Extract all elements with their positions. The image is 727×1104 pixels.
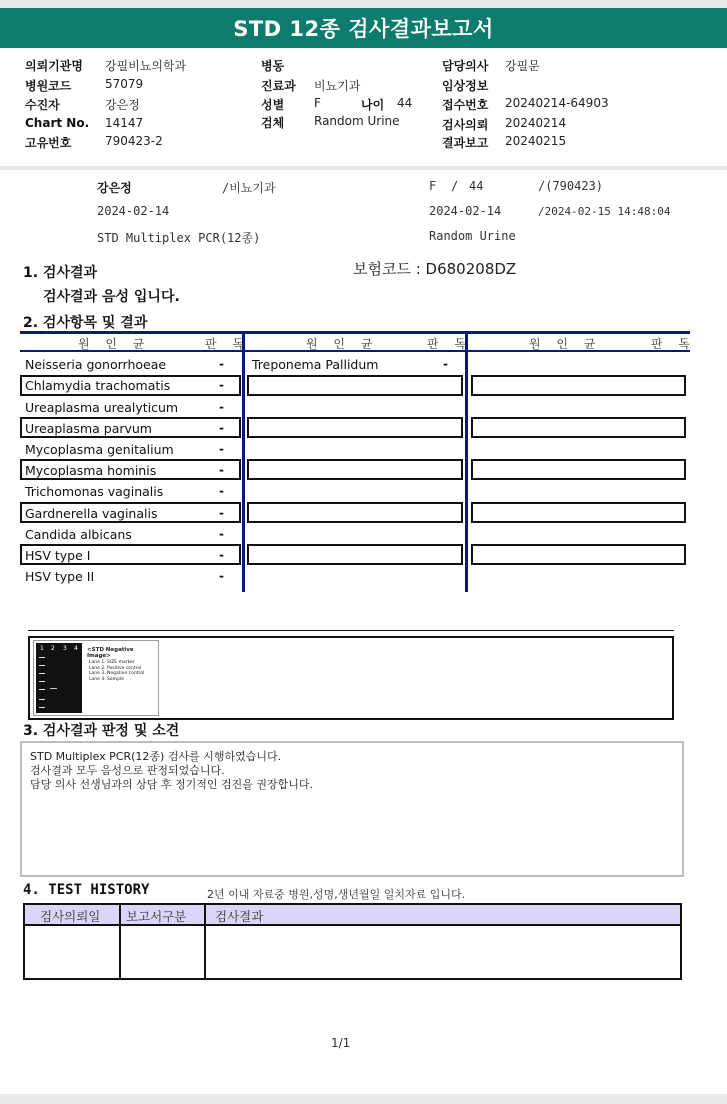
gel-image xyxy=(33,640,159,716)
th-organism-1: 원 인 균 xyxy=(78,337,151,351)
th-result-1: 판 독 xyxy=(205,337,250,351)
history-col-result: 검사결과 xyxy=(215,909,264,924)
th-result-3: 판 독 xyxy=(651,337,696,351)
section2-title: 2. 검사항목 및 결과 xyxy=(23,315,148,331)
organism-name: Gardnerella vaginalis xyxy=(25,506,158,521)
organism-result: - xyxy=(219,378,224,392)
label-patient: 수진자 xyxy=(25,98,60,112)
summary-test-name: STD Multiplex PCR(12종) xyxy=(97,231,261,245)
organism-name: Neisseria gonorrhoeae xyxy=(25,357,167,372)
organism-name: Chlamydia trachomatis xyxy=(25,378,171,393)
history-table xyxy=(23,903,682,980)
label-chart-no: Chart No. xyxy=(25,116,90,130)
summary-dept: /비뇨기과 xyxy=(222,181,276,195)
label-hospital-code: 병원코드 xyxy=(25,79,72,93)
th-organism-2: 원 인 균 xyxy=(306,337,379,351)
section3-title: 3. 검사결과 판정 및 소견 xyxy=(23,723,180,739)
label-specimen: 검체 xyxy=(261,116,285,130)
gel-band xyxy=(39,665,45,666)
gel-band xyxy=(39,707,45,708)
organism-result: - xyxy=(219,357,224,371)
gel-band xyxy=(39,673,45,674)
organism-result: - xyxy=(219,421,224,435)
organism-name: HSV type I xyxy=(25,548,91,563)
organism-result: - xyxy=(443,357,448,371)
label-sex: 성별 xyxy=(261,98,285,112)
row-box xyxy=(247,375,463,396)
page-number: 1/1 xyxy=(331,1036,351,1050)
lane-number: 4 xyxy=(74,645,78,652)
label-ward: 병동 xyxy=(261,59,285,73)
label-requesting-institution: 의뢰기관명 xyxy=(25,59,83,73)
organism-name: Trichomonas vaginalis xyxy=(25,484,164,499)
summary-specimen: Random Urine xyxy=(429,229,516,243)
th-result-2: 판 독 xyxy=(427,337,472,351)
gel-legend-item: Lane 1. SIZE marker xyxy=(89,660,135,665)
label-receipt-number: 접수번호 xyxy=(442,98,489,112)
lane-number: 2 xyxy=(51,645,55,652)
lane-number: 1 xyxy=(40,645,44,652)
organism-name: Candida albicans xyxy=(25,527,132,542)
th-organism-3: 원 인 균 xyxy=(529,337,602,351)
row-box xyxy=(247,417,463,438)
organism-name: Treponema Pallidum xyxy=(252,357,379,372)
organism-name: HSV type II xyxy=(25,569,95,584)
top-margin xyxy=(0,0,727,8)
summary-slash: / xyxy=(451,179,459,193)
gel-legend-item: Lane 3. Negative control xyxy=(89,671,145,676)
history-col-request-date: 검사의뢰일 xyxy=(40,909,101,924)
gel-legend-item: Lane 4. Sample xyxy=(89,676,124,682)
history-col-report-type: 보고서구분 xyxy=(126,909,187,924)
label-doctor: 담당의사 xyxy=(442,59,489,73)
value-department: 비뇨기과 xyxy=(314,79,361,93)
lane-number: 3 xyxy=(63,645,67,652)
value-specimen: Random Urine xyxy=(314,114,400,128)
history-note: 2년 이내 자료중 병원,성명,생년월일 일치자료 입니다. xyxy=(207,888,466,901)
remark-line: 검사결과 모두 음성으로 판정되었습니다. xyxy=(30,764,225,777)
summary-id: /(790423) xyxy=(538,179,604,193)
history-header-row xyxy=(25,905,680,926)
organism-result: - xyxy=(219,548,224,562)
label-unique-number: 고유번호 xyxy=(25,136,72,150)
row-box xyxy=(471,502,686,523)
label-result-report: 결과보고 xyxy=(442,136,489,150)
report-header xyxy=(0,48,727,167)
gel-top-rule xyxy=(28,630,674,631)
gel-caption: <STD Negative Image> xyxy=(87,647,134,659)
summary-date-receipt: 2024-02-14 xyxy=(429,204,502,218)
value-doctor: 강필문 xyxy=(505,59,540,73)
row-box xyxy=(471,375,686,396)
organism-result: - xyxy=(219,506,224,520)
value-chart-no: 14147 xyxy=(105,116,144,130)
bottom-margin xyxy=(0,1094,727,1104)
value-requesting-institution: 강필비뇨의학과 xyxy=(105,59,187,73)
value-result-report: 20240215 xyxy=(505,134,567,148)
row-box xyxy=(471,417,686,438)
remark-line: STD Multiplex PCR(12종) 검사를 시행하였습니다. xyxy=(30,750,282,763)
organism-name: Mycoplasma hominis xyxy=(25,463,157,478)
gel-band xyxy=(39,681,45,682)
row-box xyxy=(247,502,463,523)
section1-title: 1. 검사결과 xyxy=(23,265,98,281)
organism-result: - xyxy=(219,463,224,477)
history-divider xyxy=(119,905,121,978)
value-patient: 강은정 xyxy=(105,98,140,112)
organism-result: - xyxy=(219,400,224,414)
remark-line: 담당 의사 선생님과의 상담 후 정기적인 검진을 권장합니다. xyxy=(30,778,313,791)
organism-result: - xyxy=(219,484,224,498)
table-divider-2 xyxy=(465,331,468,592)
organism-name: Mycoplasma genitalium xyxy=(25,442,174,457)
report-title: STD 12종 검사결과보고서 xyxy=(0,8,727,48)
insurance-code: 보험코드 : D680208DZ xyxy=(353,260,517,278)
history-divider xyxy=(204,905,206,978)
value-receipt-number: 20240214-64903 xyxy=(505,96,609,110)
value-hospital-code: 57079 xyxy=(105,77,144,91)
header-separator xyxy=(0,166,727,170)
gel-legend xyxy=(89,660,144,682)
value-age: 44 xyxy=(397,96,413,110)
organism-result: - xyxy=(219,442,224,456)
overall-result: 검사결과 음성 입니다. xyxy=(43,289,180,305)
organism-name: Ureaplasma urealyticum xyxy=(25,400,179,415)
summary-name: 강은정 xyxy=(97,181,132,195)
gel-photo xyxy=(36,643,82,713)
remarks-box xyxy=(20,741,684,877)
label-department: 진료과 xyxy=(261,79,296,93)
value-test-request: 20240214 xyxy=(505,116,567,130)
summary-date-request: 2024-02-14 xyxy=(97,204,170,218)
summary-age: 44 xyxy=(469,179,484,193)
label-age: 나이 xyxy=(361,98,385,112)
value-sex: F xyxy=(314,96,321,110)
table-top-rule xyxy=(20,331,690,334)
row-box xyxy=(471,544,686,565)
organism-result: - xyxy=(219,569,224,583)
value-unique-number: 790423-2 xyxy=(105,134,163,148)
label-test-request: 검사의뢰 xyxy=(442,118,489,132)
summary-sex: F xyxy=(429,179,437,193)
gel-band xyxy=(50,688,57,689)
organism-result: - xyxy=(219,527,224,541)
gel-band xyxy=(39,657,45,658)
gel-band xyxy=(39,699,45,700)
gel-legend-item: Lane 2. Positive control xyxy=(89,665,142,671)
label-clinical-info: 임상정보 xyxy=(442,79,489,93)
section4-title: 4. TEST HISTORY xyxy=(23,882,150,898)
gel-band xyxy=(39,689,45,690)
organism-name: Ureaplasma parvum xyxy=(25,421,152,436)
table-divider-1 xyxy=(242,331,245,592)
row-box xyxy=(247,459,463,480)
row-box xyxy=(247,544,463,565)
summary-date-report: /2024-02-15 14:48:04 xyxy=(538,205,671,218)
row-box xyxy=(471,459,686,480)
